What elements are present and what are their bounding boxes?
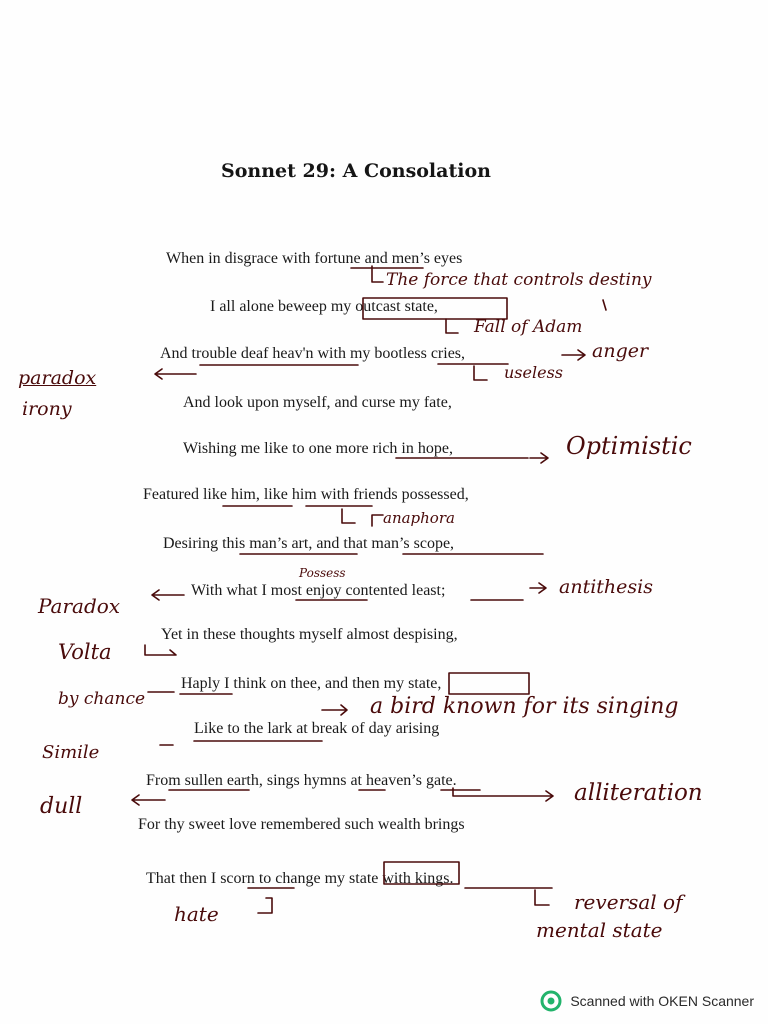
scanner-footer-text: Scanned with OKEN Scanner [570,993,754,1009]
poem-line-12: From sullen earth, sings hymns at heaven’s gate. [146,772,457,789]
poem-line-11: Like to the lark at break of day arising [194,720,440,737]
poem-line-4: And look upon myself, and curse my fate, [183,394,452,411]
poem-line-9: Yet in these thoughts myself almost despising, [161,626,458,643]
annotation-force: The force that controls destiny [386,270,652,290]
annotation-volta: Volta [58,640,112,664]
annotation-optimistic: Optimistic [566,432,692,460]
annotation-antithesis: antithesis [559,576,653,598]
poem-line-8: With what I most enjoy contented least; [191,582,446,599]
annotation-anaphora: anaphora [383,509,455,527]
annotation-simile: Simile [42,742,100,763]
annotation-bird: a bird known for its singing [370,694,679,719]
annotation-useless: useless [504,363,563,382]
annotation-paradox: paradox [18,367,97,389]
poem-line-13: For thy sweet love remembered such wealth brings [138,816,465,833]
poem-line-1: When in disgrace with fortune and men’s eyes [166,250,463,267]
poem-line-3: And trouble deaf heav'n with my bootless cries, [160,345,466,362]
annotation-reversal: reversal of [574,890,683,914]
annotation-fall-of-adam: Fall of Adam [474,317,583,337]
annotation-alliteration: alliteration [574,780,703,806]
oken-scanner-logo-icon [540,990,562,1012]
scanner-footer [540,990,754,1012]
annotation-paradox-2: Paradox [38,594,121,618]
poem-line-6: Featured like him, like him with friends possessed, [143,486,469,503]
annotation-by-chance: by chance [58,689,146,709]
annotation-possess: Possess [299,566,346,580]
annotation-dull: dull [40,794,83,819]
annotation-anger: anger [592,340,649,362]
poem-line-7: Desiring this man’s art, and that man’s scope, [163,535,455,552]
poem-line-5: Wishing me like to one more rich in hope, [183,440,453,457]
annotation-mental-state: mental state [536,918,663,942]
poem-line-2: I all alone beweep my outcast state, [210,298,438,315]
poem-line-14: That then I scorn to change my state with kings. [146,870,454,887]
poem-line-10: Haply I think on thee, and then my state, [181,675,442,692]
poem-title: Sonnet 29: A Consolation [221,160,491,182]
annotation-irony: irony [22,398,72,420]
annotation-hate: hate [174,902,219,926]
